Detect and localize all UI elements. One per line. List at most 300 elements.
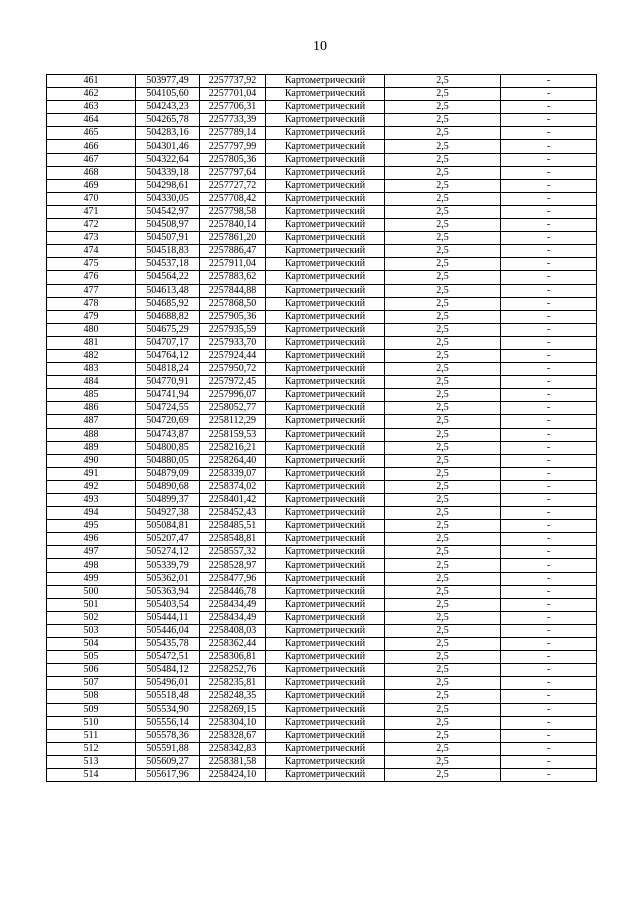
- x-coordinate-cell: 504542,97: [136, 205, 200, 218]
- point-number-cell: 475: [47, 258, 136, 271]
- x-coordinate-cell: 504707,17: [136, 336, 200, 349]
- method-cell: Картометрический: [266, 585, 385, 598]
- method-cell: Картометрический: [266, 101, 385, 114]
- y-coordinate-cell: 2258434,49: [200, 598, 266, 611]
- accuracy-cell: 2,5: [385, 205, 501, 218]
- point-number-cell: 487: [47, 415, 136, 428]
- accuracy-cell: 2,5: [385, 271, 501, 284]
- method-cell: Картометрический: [266, 179, 385, 192]
- page-number: 10: [313, 39, 327, 54]
- dash-cell: -: [501, 415, 597, 428]
- dash-cell: -: [501, 755, 597, 768]
- point-number-cell: 462: [47, 88, 136, 101]
- point-number-cell: 507: [47, 677, 136, 690]
- table-row: [47, 153, 597, 166]
- dash-cell: -: [501, 507, 597, 520]
- dash-cell: -: [501, 114, 597, 127]
- table-row: [47, 101, 597, 114]
- x-coordinate-cell: 505363,94: [136, 585, 200, 598]
- y-coordinate-cell: 2258528,97: [200, 559, 266, 572]
- y-coordinate-cell: 2257844,88: [200, 284, 266, 297]
- accuracy-cell: 2,5: [385, 677, 501, 690]
- y-coordinate-cell: 2258235,81: [200, 677, 266, 690]
- dash-cell: -: [501, 677, 597, 690]
- method-cell: Картометрический: [266, 768, 385, 781]
- table-row: [47, 690, 597, 703]
- point-number-cell: 485: [47, 389, 136, 402]
- y-coordinate-cell: 2257798,58: [200, 205, 266, 218]
- point-number-cell: 499: [47, 572, 136, 585]
- table-row: [47, 585, 597, 598]
- point-number-cell: 469: [47, 179, 136, 192]
- y-coordinate-cell: 2257933,70: [200, 336, 266, 349]
- accuracy-cell: 2,5: [385, 624, 501, 637]
- point-number-cell: 490: [47, 454, 136, 467]
- method-cell: Картометрический: [266, 664, 385, 677]
- x-coordinate-cell: 504265,78: [136, 114, 200, 127]
- accuracy-cell: 2,5: [385, 533, 501, 546]
- x-coordinate-cell: 504818,24: [136, 363, 200, 376]
- accuracy-cell: 2,5: [385, 232, 501, 245]
- accuracy-cell: 2,5: [385, 585, 501, 598]
- method-cell: Картометрический: [266, 192, 385, 205]
- table-row: [47, 703, 597, 716]
- table-row: [47, 402, 597, 415]
- accuracy-cell: 2,5: [385, 441, 501, 454]
- point-number-cell: 483: [47, 363, 136, 376]
- y-coordinate-cell: 2257861,20: [200, 232, 266, 245]
- method-cell: Картометрический: [266, 690, 385, 703]
- x-coordinate-cell: 504764,12: [136, 349, 200, 362]
- x-coordinate-cell: 504537,18: [136, 258, 200, 271]
- point-number-cell: 496: [47, 533, 136, 546]
- point-number-cell: 473: [47, 232, 136, 245]
- method-cell: Картометрический: [266, 559, 385, 572]
- method-cell: Картометрический: [266, 349, 385, 362]
- dash-cell: -: [501, 310, 597, 323]
- point-number-cell: 461: [47, 75, 136, 88]
- x-coordinate-cell: 505534,90: [136, 703, 200, 716]
- accuracy-cell: 2,5: [385, 88, 501, 101]
- point-number-cell: 492: [47, 480, 136, 493]
- point-number-cell: 471: [47, 205, 136, 218]
- y-coordinate-cell: 2257950,72: [200, 363, 266, 376]
- accuracy-cell: 2,5: [385, 363, 501, 376]
- method-cell: Картометрический: [266, 716, 385, 729]
- point-number-cell: 480: [47, 323, 136, 336]
- table-row: [47, 729, 597, 742]
- method-cell: Картометрический: [266, 75, 385, 88]
- table-row: [47, 768, 597, 781]
- table-row: [47, 651, 597, 664]
- dash-cell: -: [501, 192, 597, 205]
- method-cell: Картометрический: [266, 729, 385, 742]
- accuracy-cell: 2,5: [385, 507, 501, 520]
- point-number-cell: 489: [47, 441, 136, 454]
- table-row: [47, 559, 597, 572]
- accuracy-cell: 2,5: [385, 494, 501, 507]
- accuracy-cell: 2,5: [385, 742, 501, 755]
- y-coordinate-cell: 2257924,44: [200, 349, 266, 362]
- accuracy-cell: 2,5: [385, 284, 501, 297]
- table-row: [47, 310, 597, 323]
- accuracy-cell: 2,5: [385, 415, 501, 428]
- point-number-cell: 500: [47, 585, 136, 598]
- y-coordinate-cell: 2258485,51: [200, 520, 266, 533]
- y-coordinate-cell: 2258328,67: [200, 729, 266, 742]
- point-number-cell: 479: [47, 310, 136, 323]
- y-coordinate-cell: 2258052,77: [200, 402, 266, 415]
- dash-cell: -: [501, 166, 597, 179]
- accuracy-cell: 2,5: [385, 179, 501, 192]
- y-coordinate-cell: 2257886,47: [200, 245, 266, 258]
- y-coordinate-cell: 2258401,42: [200, 494, 266, 507]
- y-coordinate-cell: 2257805,36: [200, 153, 266, 166]
- table-row: [47, 755, 597, 768]
- table-row: [47, 454, 597, 467]
- y-coordinate-cell: 2258446,78: [200, 585, 266, 598]
- dash-cell: -: [501, 179, 597, 192]
- y-coordinate-cell: 2257797,64: [200, 166, 266, 179]
- method-cell: Картометрический: [266, 507, 385, 520]
- dash-cell: -: [501, 336, 597, 349]
- table-row: [47, 258, 597, 271]
- x-coordinate-cell: 504890,68: [136, 480, 200, 493]
- x-coordinate-cell: 504283,16: [136, 127, 200, 140]
- table-row: [47, 114, 597, 127]
- method-cell: Картометрический: [266, 205, 385, 218]
- table-row: [47, 441, 597, 454]
- method-cell: Картометрический: [266, 376, 385, 389]
- accuracy-cell: 2,5: [385, 598, 501, 611]
- method-cell: Картометрический: [266, 611, 385, 624]
- table-row: [47, 297, 597, 310]
- point-number-cell: 505: [47, 651, 136, 664]
- point-number-cell: 477: [47, 284, 136, 297]
- x-coordinate-cell: 505556,14: [136, 716, 200, 729]
- table-row: [47, 166, 597, 179]
- table-row: [47, 140, 597, 153]
- table-row: [47, 349, 597, 362]
- accuracy-cell: 2,5: [385, 664, 501, 677]
- dash-cell: -: [501, 245, 597, 258]
- accuracy-cell: 2,5: [385, 258, 501, 271]
- dash-cell: -: [501, 205, 597, 218]
- method-cell: Картометрический: [266, 480, 385, 493]
- method-cell: Картометрический: [266, 441, 385, 454]
- x-coordinate-cell: 504720,69: [136, 415, 200, 428]
- table-row: [47, 232, 597, 245]
- method-cell: Картометрический: [266, 245, 385, 258]
- table-row: [47, 677, 597, 690]
- method-cell: Картометрический: [266, 232, 385, 245]
- table-row: [47, 284, 597, 297]
- y-coordinate-cell: 2258216,21: [200, 441, 266, 454]
- point-number-cell: 508: [47, 690, 136, 703]
- accuracy-cell: 2,5: [385, 127, 501, 140]
- accuracy-cell: 2,5: [385, 114, 501, 127]
- x-coordinate-cell: 505484,12: [136, 664, 200, 677]
- x-coordinate-cell: 504724,55: [136, 402, 200, 415]
- x-coordinate-cell: 504743,87: [136, 428, 200, 441]
- table-row: [47, 323, 597, 336]
- method-cell: Картометрический: [266, 546, 385, 559]
- y-coordinate-cell: 2257706,31: [200, 101, 266, 114]
- x-coordinate-cell: 505617,96: [136, 768, 200, 781]
- point-number-cell: 474: [47, 245, 136, 258]
- table-row: [47, 611, 597, 624]
- point-number-cell: 463: [47, 101, 136, 114]
- dash-cell: -: [501, 363, 597, 376]
- y-coordinate-cell: 2258424,10: [200, 768, 266, 781]
- dash-cell: -: [501, 703, 597, 716]
- accuracy-cell: 2,5: [385, 101, 501, 114]
- dash-cell: -: [501, 716, 597, 729]
- point-number-cell: 497: [47, 546, 136, 559]
- accuracy-cell: 2,5: [385, 480, 501, 493]
- table-row: [47, 428, 597, 441]
- point-number-cell: 478: [47, 297, 136, 310]
- x-coordinate-cell: 505518,48: [136, 690, 200, 703]
- point-number-cell: 464: [47, 114, 136, 127]
- dash-cell: -: [501, 75, 597, 88]
- accuracy-cell: 2,5: [385, 166, 501, 179]
- point-number-cell: 472: [47, 219, 136, 232]
- x-coordinate-cell: 505578,36: [136, 729, 200, 742]
- coordinates-table: [46, 74, 597, 782]
- y-coordinate-cell: 2258304,10: [200, 716, 266, 729]
- method-cell: Картометрический: [266, 127, 385, 140]
- method-cell: Картометрический: [266, 363, 385, 376]
- x-coordinate-cell: 504770,91: [136, 376, 200, 389]
- table-row: [47, 520, 597, 533]
- accuracy-cell: 2,5: [385, 768, 501, 781]
- x-coordinate-cell: 505591,88: [136, 742, 200, 755]
- accuracy-cell: 2,5: [385, 192, 501, 205]
- method-cell: Картометрический: [266, 520, 385, 533]
- dash-cell: -: [501, 349, 597, 362]
- point-number-cell: 491: [47, 467, 136, 480]
- dash-cell: -: [501, 467, 597, 480]
- y-coordinate-cell: 2258452,43: [200, 507, 266, 520]
- y-coordinate-cell: 2257733,39: [200, 114, 266, 127]
- method-cell: Картометрический: [266, 284, 385, 297]
- y-coordinate-cell: 2257737,92: [200, 75, 266, 88]
- point-number-cell: 466: [47, 140, 136, 153]
- table-row: [47, 389, 597, 402]
- method-cell: Картометрический: [266, 88, 385, 101]
- x-coordinate-cell: 505472,51: [136, 651, 200, 664]
- x-coordinate-cell: 505207,47: [136, 533, 200, 546]
- x-coordinate-cell: 504685,92: [136, 297, 200, 310]
- x-coordinate-cell: 504105,60: [136, 88, 200, 101]
- x-coordinate-cell: 504301,46: [136, 140, 200, 153]
- x-coordinate-cell: 504508,97: [136, 219, 200, 232]
- table-row: [47, 480, 597, 493]
- accuracy-cell: 2,5: [385, 336, 501, 349]
- dash-cell: -: [501, 88, 597, 101]
- table-row: [47, 127, 597, 140]
- table-row: [47, 664, 597, 677]
- accuracy-cell: 2,5: [385, 690, 501, 703]
- point-number-cell: 498: [47, 559, 136, 572]
- point-number-cell: 501: [47, 598, 136, 611]
- table-row: [47, 75, 597, 88]
- table-row: [47, 467, 597, 480]
- y-coordinate-cell: 2258374,02: [200, 480, 266, 493]
- dash-cell: -: [501, 585, 597, 598]
- table-row: [47, 494, 597, 507]
- y-coordinate-cell: 2258381,58: [200, 755, 266, 768]
- y-coordinate-cell: 2257789,14: [200, 127, 266, 140]
- table-row: [47, 245, 597, 258]
- method-cell: Картометрический: [266, 533, 385, 546]
- x-coordinate-cell: 505403,54: [136, 598, 200, 611]
- x-coordinate-cell: 504339,18: [136, 166, 200, 179]
- accuracy-cell: 2,5: [385, 467, 501, 480]
- x-coordinate-cell: 503977,49: [136, 75, 200, 88]
- method-cell: Картометрический: [266, 454, 385, 467]
- x-coordinate-cell: 504880,05: [136, 454, 200, 467]
- method-cell: Картометрический: [266, 258, 385, 271]
- table-row: [47, 376, 597, 389]
- dash-cell: -: [501, 624, 597, 637]
- x-coordinate-cell: 504243,23: [136, 101, 200, 114]
- y-coordinate-cell: 2258112,29: [200, 415, 266, 428]
- dash-cell: -: [501, 533, 597, 546]
- y-coordinate-cell: 2257935,59: [200, 323, 266, 336]
- dash-cell: -: [501, 598, 597, 611]
- y-coordinate-cell: 2258264,40: [200, 454, 266, 467]
- point-number-cell: 502: [47, 611, 136, 624]
- table-row: [47, 219, 597, 232]
- accuracy-cell: 2,5: [385, 454, 501, 467]
- x-coordinate-cell: 505435,78: [136, 638, 200, 651]
- point-number-cell: 511: [47, 729, 136, 742]
- accuracy-cell: 2,5: [385, 703, 501, 716]
- accuracy-cell: 2,5: [385, 323, 501, 336]
- y-coordinate-cell: 2257797,99: [200, 140, 266, 153]
- dash-cell: -: [501, 664, 597, 677]
- method-cell: Картометрический: [266, 140, 385, 153]
- y-coordinate-cell: 2258339,07: [200, 467, 266, 480]
- point-number-cell: 506: [47, 664, 136, 677]
- y-coordinate-cell: 2257708,42: [200, 192, 266, 205]
- accuracy-cell: 2,5: [385, 716, 501, 729]
- dash-cell: -: [501, 127, 597, 140]
- point-number-cell: 504: [47, 638, 136, 651]
- dash-cell: -: [501, 297, 597, 310]
- accuracy-cell: 2,5: [385, 572, 501, 585]
- method-cell: Картометрический: [266, 494, 385, 507]
- y-coordinate-cell: 2257868,50: [200, 297, 266, 310]
- point-number-cell: 514: [47, 768, 136, 781]
- point-number-cell: 468: [47, 166, 136, 179]
- accuracy-cell: 2,5: [385, 611, 501, 624]
- method-cell: Картометрический: [266, 219, 385, 232]
- x-coordinate-cell: 505339,79: [136, 559, 200, 572]
- x-coordinate-cell: 505496,01: [136, 677, 200, 690]
- method-cell: Картометрический: [266, 677, 385, 690]
- x-coordinate-cell: 504879,09: [136, 467, 200, 480]
- dash-cell: -: [501, 402, 597, 415]
- dash-cell: -: [501, 140, 597, 153]
- table-row: [47, 572, 597, 585]
- accuracy-cell: 2,5: [385, 219, 501, 232]
- y-coordinate-cell: 2257701,04: [200, 88, 266, 101]
- method-cell: Картометрический: [266, 755, 385, 768]
- table-row: [47, 742, 597, 755]
- dash-cell: -: [501, 258, 597, 271]
- coordinates-table-body: [47, 75, 597, 782]
- dash-cell: -: [501, 428, 597, 441]
- method-cell: Картометрический: [266, 114, 385, 127]
- accuracy-cell: 2,5: [385, 349, 501, 362]
- accuracy-cell: 2,5: [385, 310, 501, 323]
- table-row: [47, 336, 597, 349]
- accuracy-cell: 2,5: [385, 153, 501, 166]
- dash-cell: -: [501, 651, 597, 664]
- table-row: [47, 638, 597, 651]
- y-coordinate-cell: 2258248,35: [200, 690, 266, 703]
- dash-cell: -: [501, 153, 597, 166]
- accuracy-cell: 2,5: [385, 729, 501, 742]
- method-cell: Картометрический: [266, 742, 385, 755]
- dash-cell: -: [501, 572, 597, 585]
- method-cell: Картометрический: [266, 323, 385, 336]
- table-row: [47, 179, 597, 192]
- accuracy-cell: 2,5: [385, 402, 501, 415]
- method-cell: Картометрический: [266, 336, 385, 349]
- point-number-cell: 512: [47, 742, 136, 755]
- y-coordinate-cell: 2258269,15: [200, 703, 266, 716]
- method-cell: Картометрический: [266, 166, 385, 179]
- table-row: [47, 533, 597, 546]
- dash-cell: -: [501, 690, 597, 703]
- dash-cell: -: [501, 520, 597, 533]
- table-row: [47, 716, 597, 729]
- accuracy-cell: 2,5: [385, 428, 501, 441]
- dash-cell: -: [501, 546, 597, 559]
- x-coordinate-cell: 504613,48: [136, 284, 200, 297]
- x-coordinate-cell: 504330,05: [136, 192, 200, 205]
- table-row: [47, 415, 597, 428]
- accuracy-cell: 2,5: [385, 520, 501, 533]
- x-coordinate-cell: 504298,61: [136, 179, 200, 192]
- point-number-cell: 486: [47, 402, 136, 415]
- table-row: [47, 546, 597, 559]
- point-number-cell: 481: [47, 336, 136, 349]
- point-number-cell: 494: [47, 507, 136, 520]
- x-coordinate-cell: 505274,12: [136, 546, 200, 559]
- method-cell: Картометрический: [266, 467, 385, 480]
- x-coordinate-cell: 504899,37: [136, 494, 200, 507]
- accuracy-cell: 2,5: [385, 297, 501, 310]
- x-coordinate-cell: 504927,38: [136, 507, 200, 520]
- table-row: [47, 205, 597, 218]
- point-number-cell: 484: [47, 376, 136, 389]
- x-coordinate-cell: 504741,94: [136, 389, 200, 402]
- dash-cell: -: [501, 271, 597, 284]
- point-number-cell: 503: [47, 624, 136, 637]
- method-cell: Картометрический: [266, 598, 385, 611]
- y-coordinate-cell: 2258252,76: [200, 664, 266, 677]
- table-row: [47, 598, 597, 611]
- dash-cell: -: [501, 101, 597, 114]
- y-coordinate-cell: 2257727,72: [200, 179, 266, 192]
- method-cell: Картометрический: [266, 415, 385, 428]
- x-coordinate-cell: 504564,22: [136, 271, 200, 284]
